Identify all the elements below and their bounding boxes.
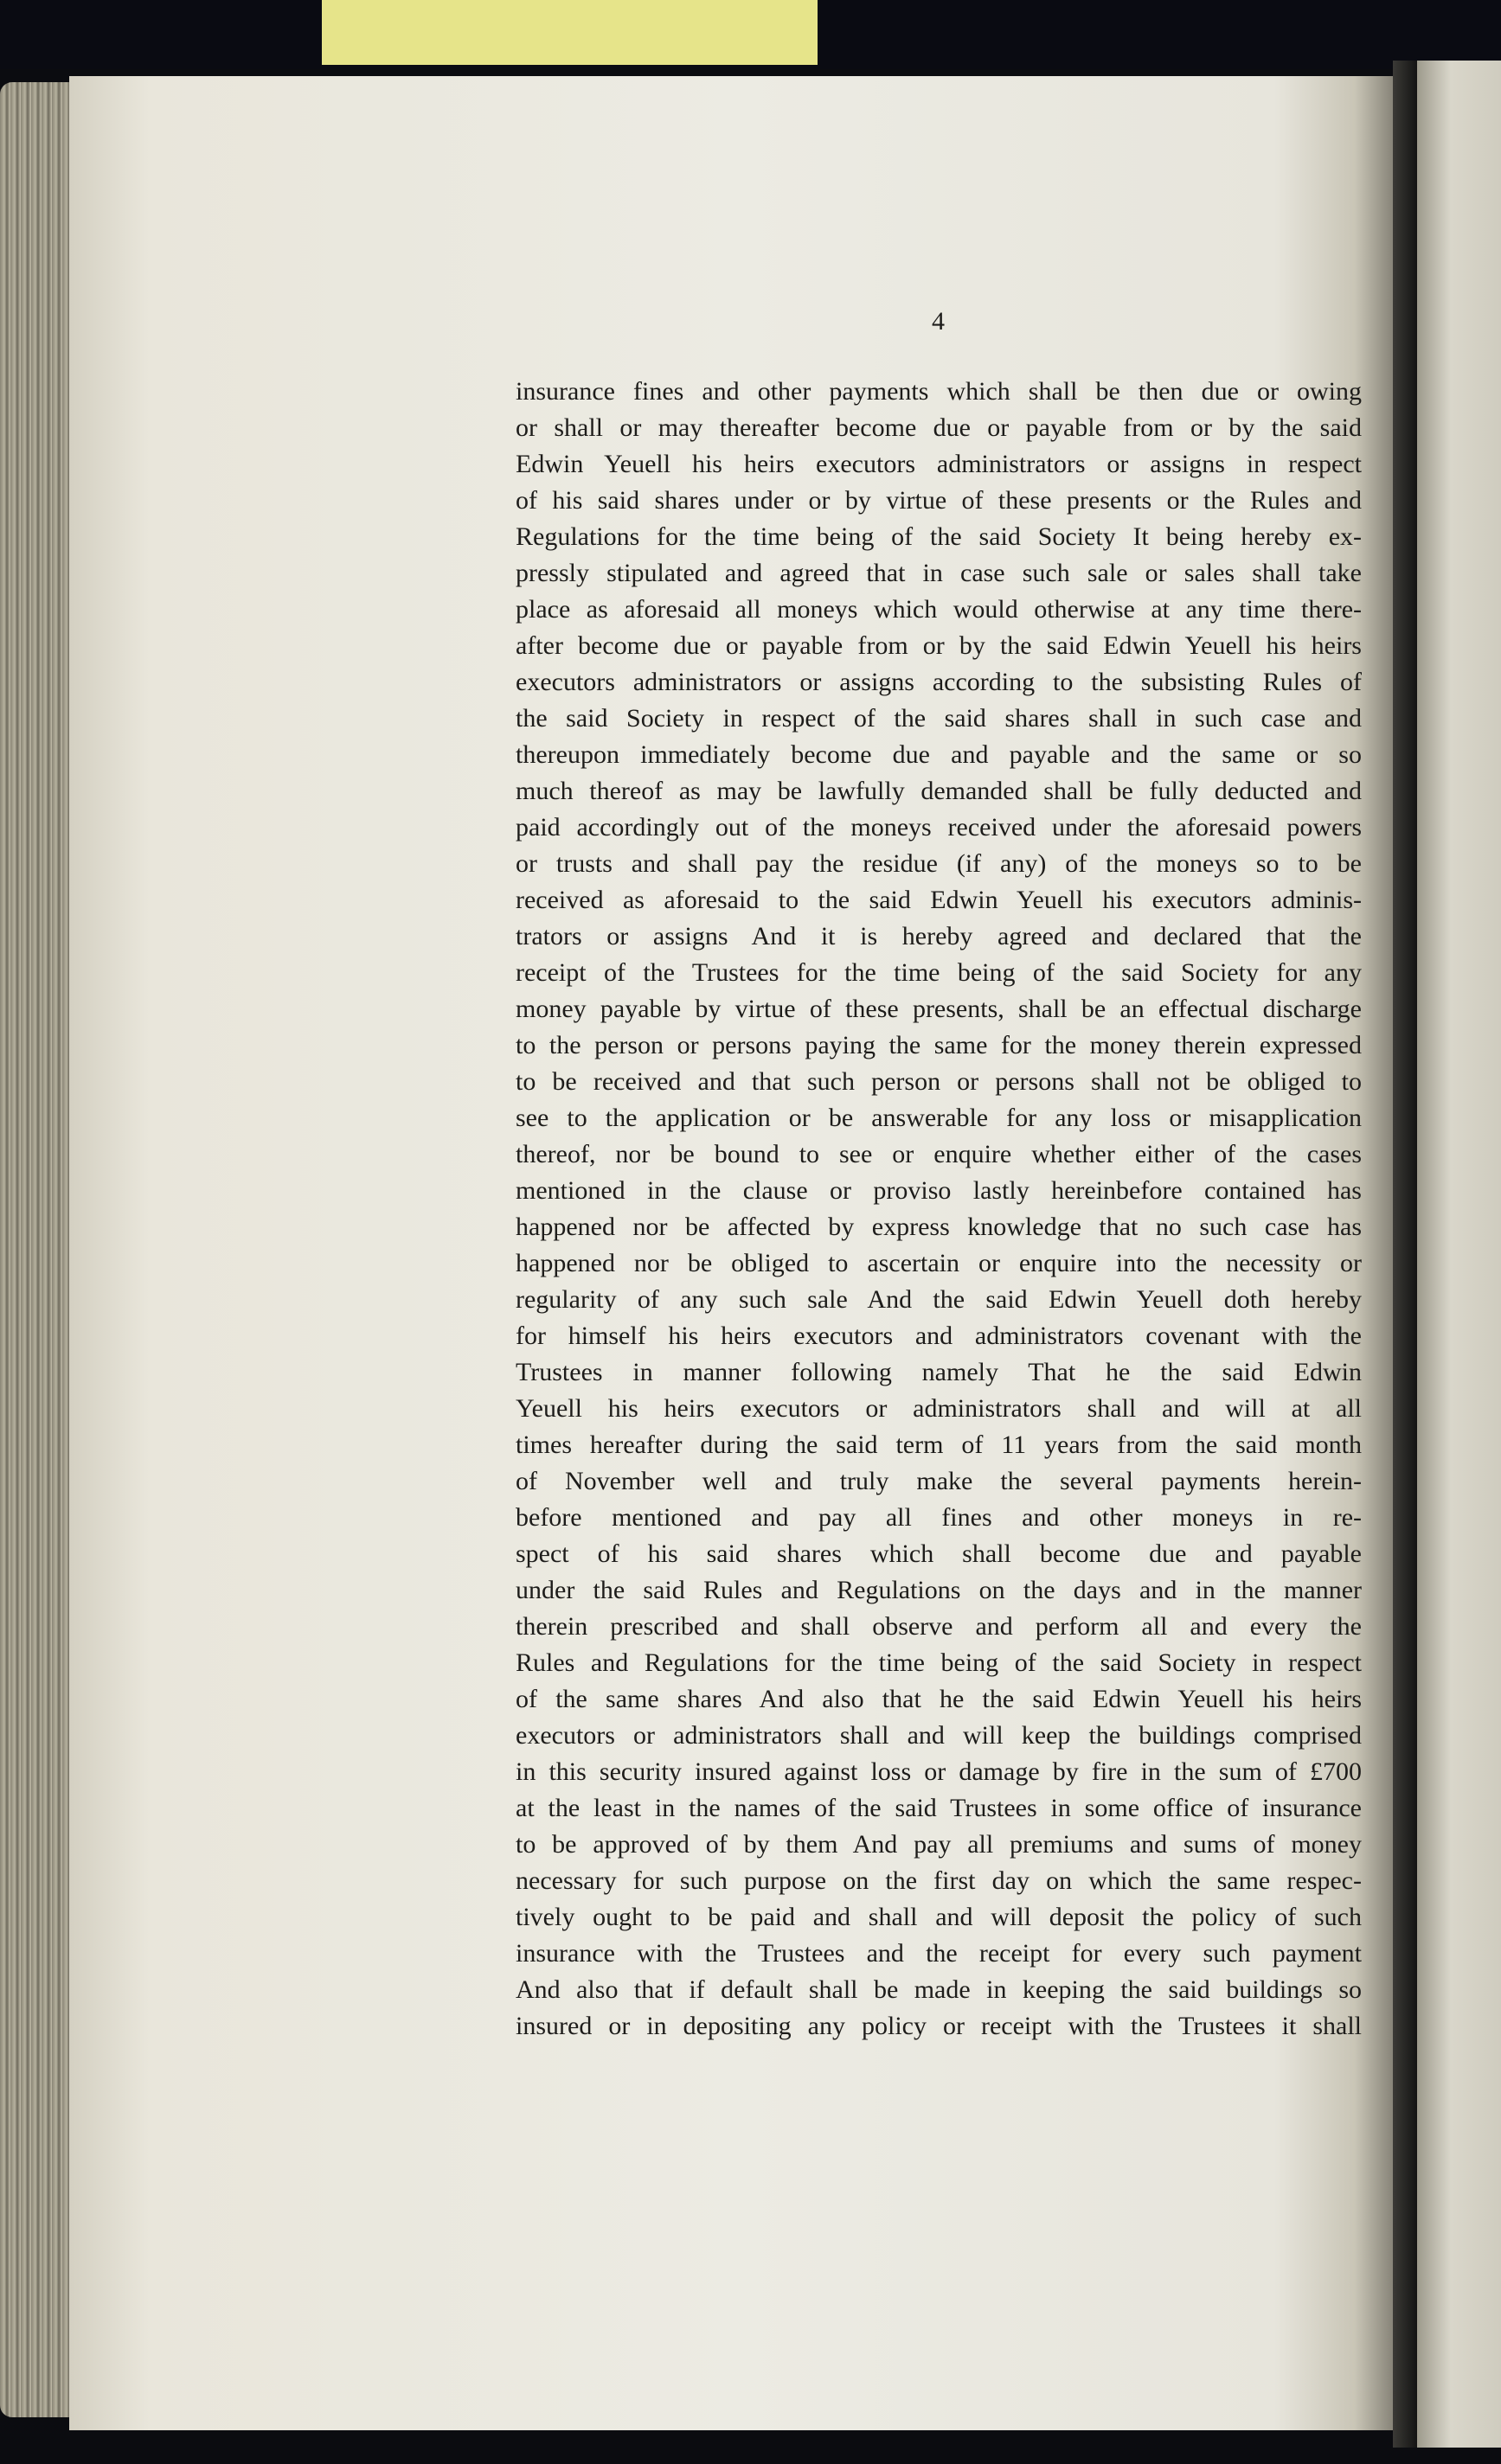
text-line: spect of his said shares which shall become due and payable	[516, 1539, 1362, 1568]
book-gutter	[1393, 61, 1419, 2448]
text-line: thereof, nor be bound to see or enquire whether either of the cases	[516, 1140, 1362, 1168]
text-line: money payable by virtue of these presents, shall be an effectual discharge	[516, 995, 1362, 1023]
text-line: tively ought to be paid and shall and will deposit the policy of such	[516, 1903, 1362, 1931]
text-line: paid accordingly out of the moneys received under the aforesaid powers	[516, 813, 1362, 842]
text-line: of his said shares under or by virtue of these presents or the Rules and	[516, 486, 1362, 515]
text-line: times hereafter during the said term of 11 years from the said month	[516, 1430, 1362, 1459]
text-line: after become due or payable from or by the said Edwin Yeuell his heirs	[516, 631, 1362, 660]
text-line: executors administrators or assigns according to the subsisting Rules of	[516, 668, 1362, 696]
text-line: of the same shares And also that he the said Edwin Yeuell his heirs	[516, 1685, 1362, 1713]
text-line: received as aforesaid to the said Edwin Yeuell his executors adminis-	[516, 886, 1362, 914]
text-line: place as aforesaid all moneys which would otherwise at any time there-	[516, 595, 1362, 624]
text-line: pressly stipulated and agreed that in case such sale or sales shall take	[516, 559, 1362, 587]
text-line: of November well and truly make the several payments herein-	[516, 1467, 1362, 1495]
text-line: therein prescribed and shall observe and perform all and every the	[516, 1612, 1362, 1641]
text-line: insurance fines and other payments which shall be then due or owing	[516, 377, 1362, 406]
text-line: executors or administrators shall and will keep the buildings comprised	[516, 1721, 1362, 1750]
body-text	[516, 374, 1362, 2045]
book-page-edges	[0, 82, 78, 2417]
text-line: under the said Rules and Regulations on the days and in the manner	[516, 1576, 1362, 1604]
text-line: to the person or persons paying the same for the money therein expressed	[516, 1031, 1362, 1059]
text-line: in this security insured against loss or damage by fire in the sum of £700	[516, 1757, 1362, 1786]
sticky-note-tab	[322, 0, 818, 65]
text-line: happened nor be obliged to ascertain or enquire into the necessity or	[516, 1249, 1362, 1277]
text-line: before mentioned and pay all fines and other moneys in re-	[516, 1503, 1362, 1532]
text-line: mentioned in the clause or proviso lastly hereinbefore contained has	[516, 1176, 1362, 1205]
text-line: for himself his heirs executors and administrators covenant with the	[516, 1322, 1362, 1350]
page-number: 4	[932, 307, 945, 336]
text-line: And also that if default shall be made in keeping the said buildings so	[516, 1975, 1362, 2004]
text-line: thereupon immediately become due and payable and the same or so	[516, 740, 1362, 769]
text-line: insured or in depositing any policy or receipt with the Trustees it shall	[516, 2012, 1362, 2040]
text-line: Edwin Yeuell his heirs executors administrators or assigns in respect	[516, 450, 1362, 478]
text-line: or trusts and shall pay the residue (if any) of the moneys so to be	[516, 849, 1362, 878]
text-line: necessary for such purpose on the first day on which the same respec-	[516, 1866, 1362, 1895]
text-line: happened nor be affected by express knowledge that no such case has	[516, 1213, 1362, 1241]
text-line: to be approved of by them And pay all premiums and sums of money	[516, 1830, 1362, 1859]
text-line: to be received and that such person or persons shall not be obliged to	[516, 1067, 1362, 1096]
text-line: trators or assigns And it is hereby agreed and declared that the	[516, 922, 1362, 950]
text-line: at the least in the names of the said Trustees in some office of insurance	[516, 1794, 1362, 1822]
text-line: Regulations for the time being of the said Society It being hereby ex-	[516, 522, 1362, 551]
text-line: the said Society in respect of the said shares shall in such case and	[516, 704, 1362, 733]
text-line: see to the application or be answerable for any loss or misapplication	[516, 1104, 1362, 1132]
text-line: Yeuell his heirs executors or administrators shall and will at all	[516, 1394, 1362, 1423]
adjacent-page	[1417, 61, 1501, 2448]
text-line: regularity of any such sale And the said Edwin Yeuell doth hereby	[516, 1285, 1362, 1314]
text-line: receipt of the Trustees for the time being of the said Society for any	[516, 958, 1362, 987]
text-line: Trustees in manner following namely That he the said Edwin	[516, 1358, 1362, 1386]
text-line: insurance with the Trustees and the receipt for every such payment	[516, 1939, 1362, 1968]
text-line: much thereof as may be lawfully demanded shall be fully deducted and	[516, 777, 1362, 805]
text-line: Rules and Regulations for the time being of the said Society in respect	[516, 1648, 1362, 1677]
text-line: or shall or may thereafter become due or payable from or by the said	[516, 413, 1362, 442]
